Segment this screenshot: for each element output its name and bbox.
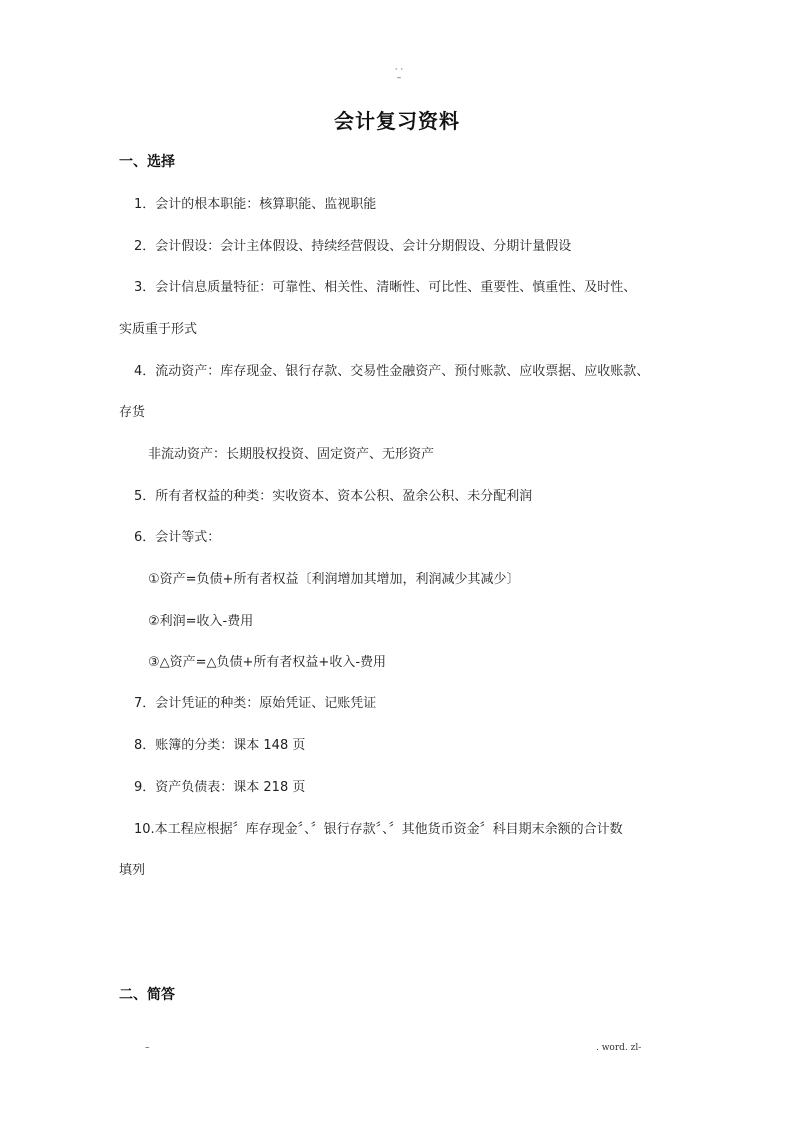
list-item-4-continued: 存货	[119, 405, 146, 420]
list-item-1: 1．会计的根本职能：核算职能、监视职能	[134, 197, 377, 212]
list-item-5: 5．所有者权益的种类：实收资本、资本公积、盈余公积、未分配利润	[134, 489, 533, 504]
equation-2: ②利润=收入-费用	[148, 614, 254, 629]
list-item-4: 4．流动资产：库存现金、银行存款、交易性金融资产、预付账款、应收票据、应收账款、	[134, 364, 650, 379]
list-item-3: 3．会计信息质量特征：可靠性、相关性、清晰性、可比性、重要性、慎重性、及时性、	[134, 280, 637, 295]
list-item-6: 6．会计等式：	[134, 530, 221, 545]
equation-3: ③△资产=△负债+所有者权益+收入-费用	[148, 655, 387, 670]
list-item-10: 10.本工程应根据〞库存现金〞、〞银行存款〞、〞其他货币资金〞科目期末余额的合计数	[134, 822, 623, 837]
list-item-9: 9．资产负债表：课本 218 页	[134, 780, 306, 795]
header-dots: · ·	[394, 65, 404, 75]
document-title: 会计复习资料	[334, 109, 460, 133]
list-item-2: 2．会计假设：会计主体假设、持续经营假设、会计分期假设、分期计量假设	[134, 239, 572, 254]
section-heading-short-answer: 二、简答	[119, 987, 175, 1003]
list-item-10-continued: 填列	[119, 863, 146, 878]
page-header-mark	[389, 66, 409, 82]
section-heading-choice: 一、选择	[119, 154, 175, 170]
list-item-8: 8．账簿的分类：课本 148 页	[134, 738, 306, 753]
equation-1: ①资产=负债+所有者权益〔利润增加其增加，利润减少其减少〕	[148, 572, 520, 587]
list-item-4-noncurrent: 非流动资产：长期股权投资、固定资产、无形资产	[148, 447, 435, 462]
list-item-7: 7．会计凭证的种类：原始凭证、记账凭证	[134, 696, 377, 711]
footer-right-mark: . word. zl-	[596, 1043, 642, 1053]
list-item-3-continued: 实质重于形式	[119, 322, 198, 337]
header-dash: –	[396, 73, 402, 83]
footer-left-mark: –	[145, 1043, 150, 1053]
